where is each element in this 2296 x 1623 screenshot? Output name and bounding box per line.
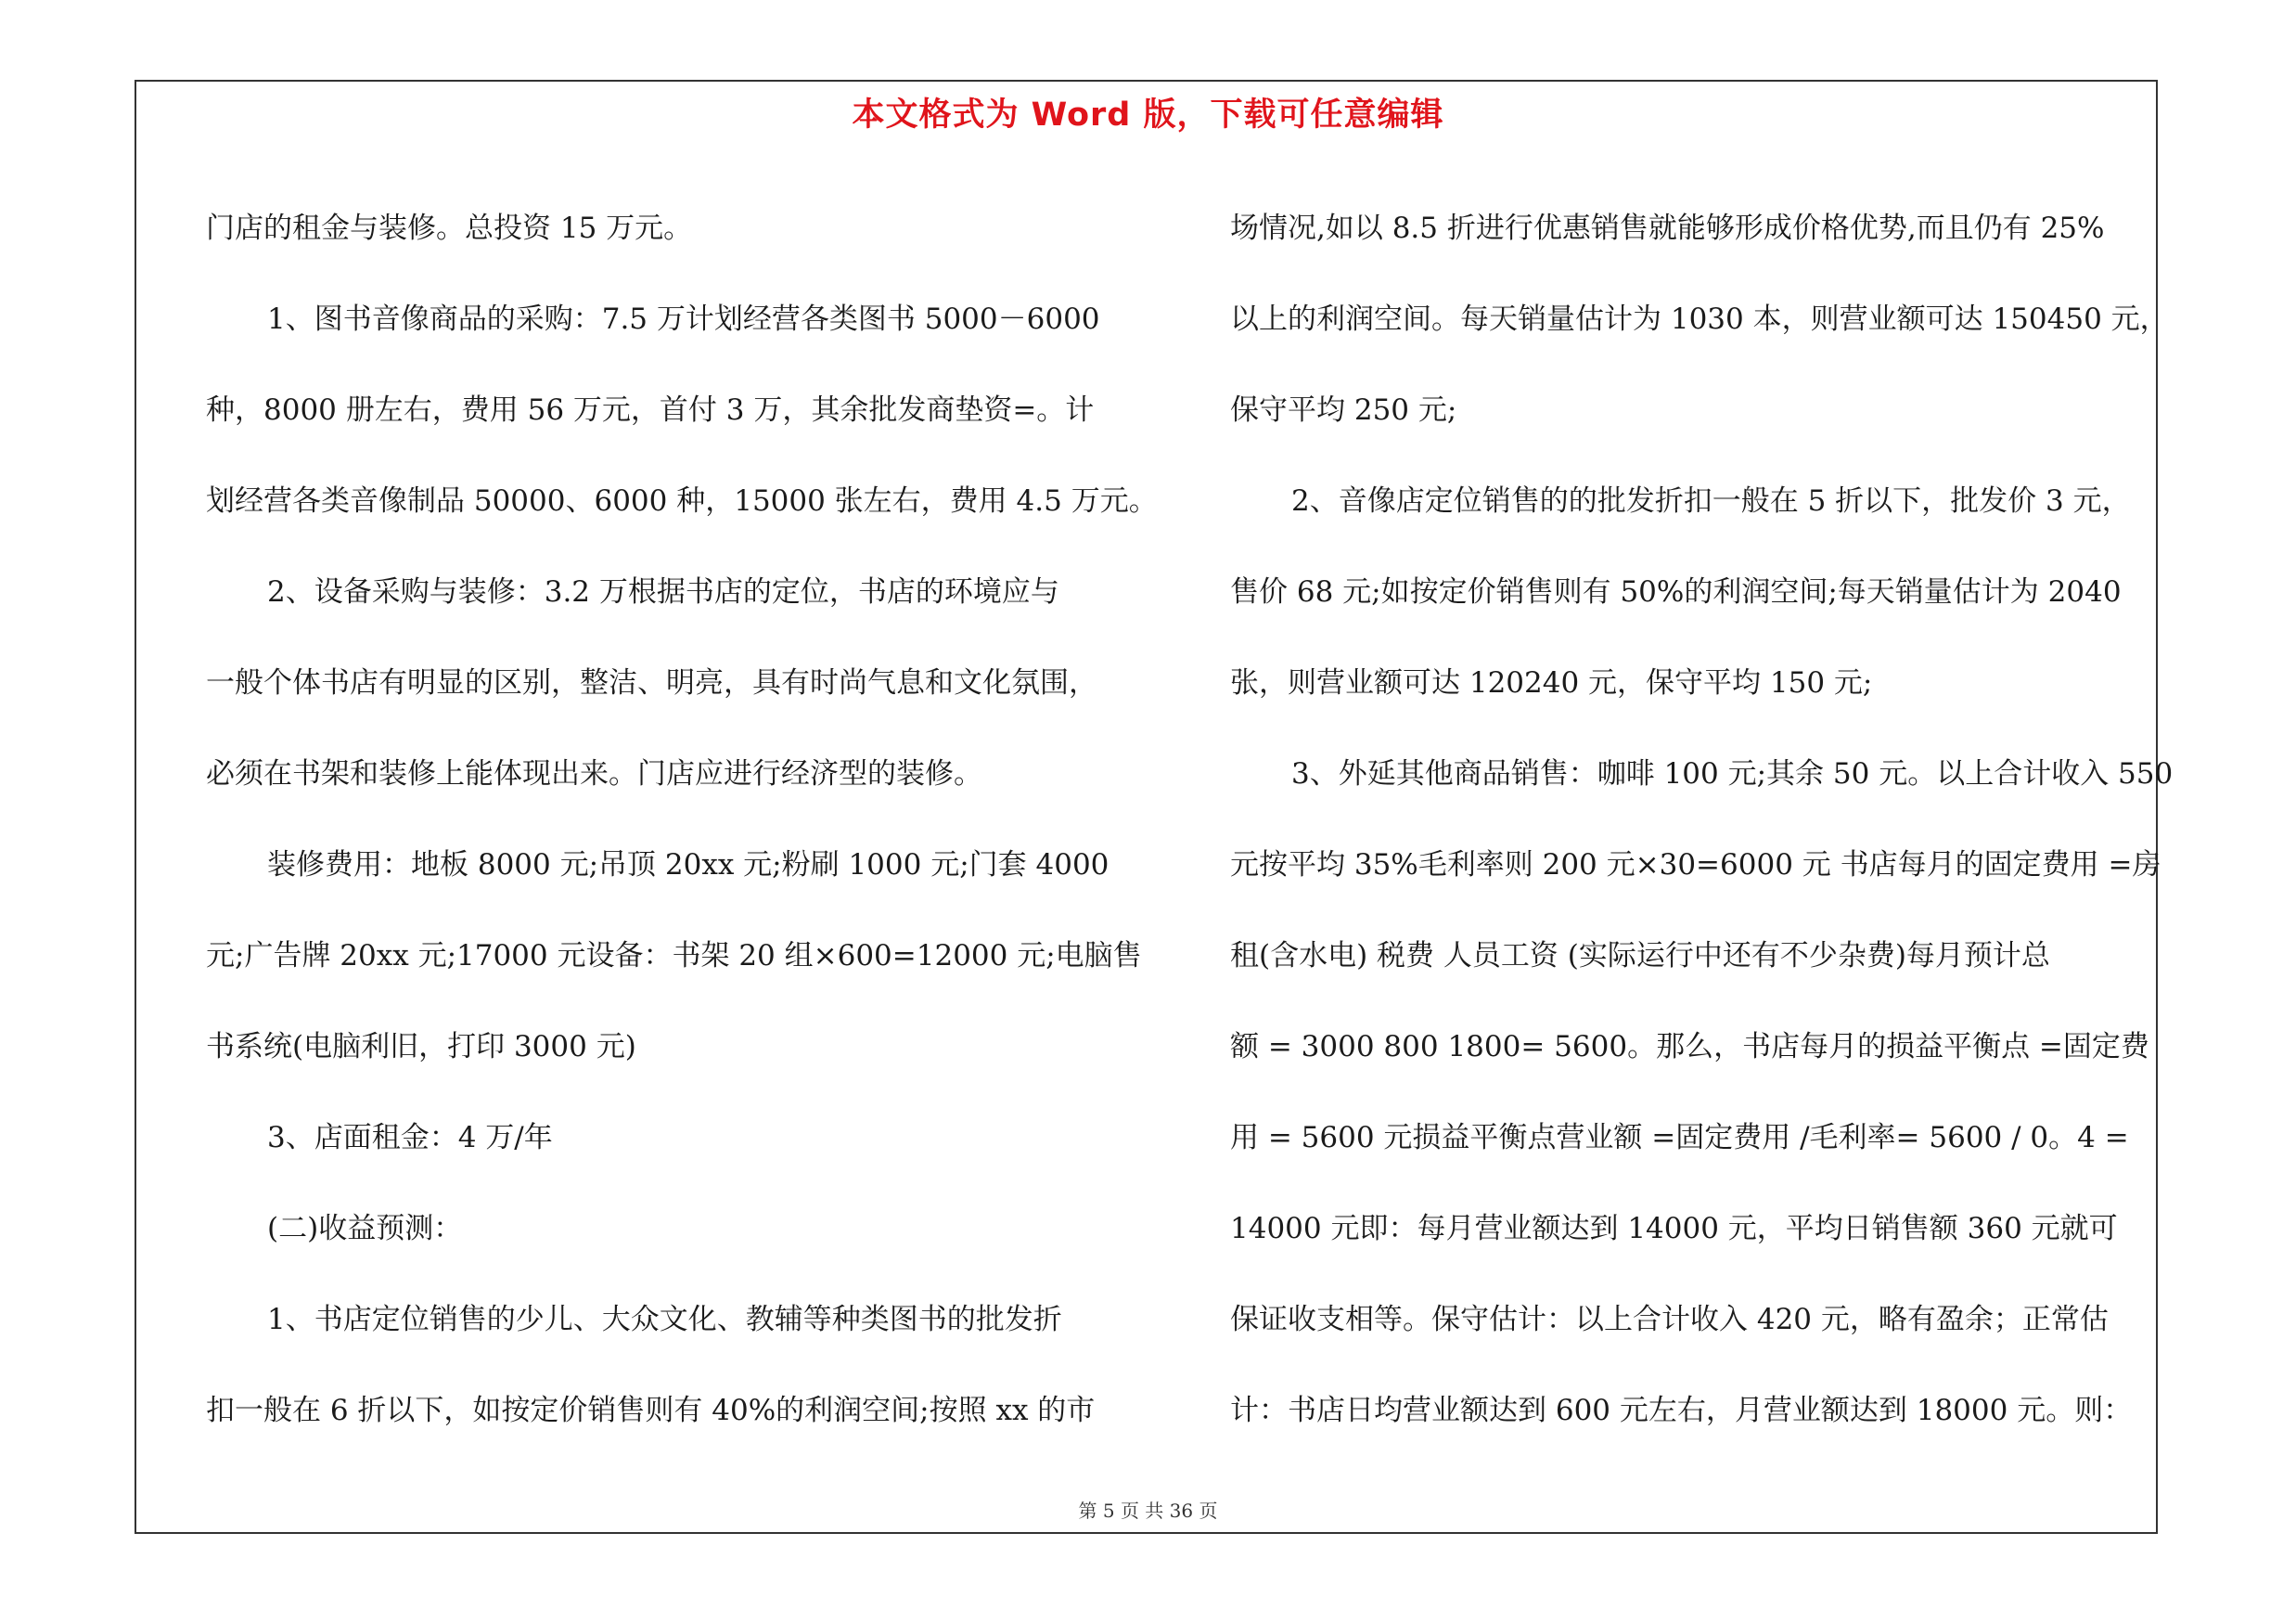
right-column [1230,183,2174,1456]
page-number: 第 5 页 共 36 页 [1078,1500,1218,1522]
paragraph-line: 装修费用：地板 8000 元;吊顶 20xx 元;粉刷 1000 元;门套 4000 [267,848,1110,882]
paragraph-line: 租(含水电) 税费 人员工资 (实际运行中还有不少杂费)每月预计总 [1230,939,2050,973]
paragraph-line: 1、书店定位销售的少儿、大众文化、教辅等种类图书的批发折 [267,1303,1062,1336]
paragraph-line: 以上的利润空间。每天销量估计为 1030 本，则营业额可达 150450 元， [1230,303,2169,336]
paragraph-line: 门店的租金与装修。总投资 15 万元。 [206,212,693,245]
paragraph-line: 计：书店日均营业额达到 600 元左右，月营业额达到 18000 元。则： [1230,1394,2133,1427]
paragraph-line: 必须在书架和装修上能体现出来。门店应进行经济型的装修。 [206,757,982,791]
paragraph-line: 2、音像店定位销售的的批发折扣一般在 5 折以下，批发价 3 元， [1291,484,2131,518]
paragraph-line: 额 = 3000 800 1800= 5600。那么，书店每月的损益平衡点 =固定费 [1230,1030,2149,1063]
paragraph-line: 一般个体书店有明显的区别，整洁、明亮，具有时尚气息和文化氛围， [206,666,1097,700]
paragraph-line: 2、设备采购与装修：3.2 万根据书店的定位，书店的环境应与 [267,575,1059,609]
paragraph-line: 划经营各类音像制品 50000、6000 种，15000 张左右，费用 4.5 万元。 [206,484,1158,518]
paragraph-line: 场情况,如以 8.5 折进行优惠销售就能够形成价格优势,而且仍有 25% [1230,212,2105,245]
paragraph-line: 3、店面租金：4 万/年 [267,1121,553,1154]
section-heading: (二)收益预测： [267,1212,463,1245]
paragraph-line: 张，则营业额可达 120240 元，保守平均 150 元; [1230,666,1873,700]
paragraph-line: 元;广告牌 20xx 元;17000 元设备：书架 20 组×600=12000 元;电脑售 [206,939,1142,973]
left-column [206,183,1161,1456]
paragraph-line: 售价 68 元;如按定价销售则有 50%的利润空间;每天销量估计为 2040 [1230,575,2122,609]
paragraph-line: 种，8000 册左右，费用 56 万元，首付 3 万，其余批发商垫资=。计 [206,393,1095,427]
paragraph-line: 书系统(电脑利旧，打印 3000 元) [206,1030,636,1063]
paragraph-line: 扣一般在 6 折以下，如按定价销售则有 40%的利润空间;按照 xx 的市 [206,1394,1096,1427]
paragraph-line: 元按平均 35%毛利率则 200 元×30=6000 元 书店每月的固定费用 =房 [1230,848,2161,882]
paragraph-line: 14000 元即：每月营业额达到 14000 元，平均日销售额 360 元就可 [1230,1212,2118,1245]
paragraph-line: 保守平均 250 元; [1230,393,1457,427]
paragraph-line: 保证收支相等。保守估计：以上合计收入 420 元，略有盈余；正常估 [1230,1303,2109,1336]
format-banner: 本文格式为 Word 版，下载可任意编辑 [852,97,1444,134]
paragraph-line: 用 = 5600 元损益平衡点营业额 =固定费用 /毛利率= 5600 / 0。4 = [1230,1121,2129,1154]
paragraph-line: 1、图书音像商品的采购：7.5 万计划经营各类图书 5000－6000 [267,303,1100,336]
paragraph-line: 3、外延其他商品销售：咖啡 100 元;其余 50 元。以上合计收入 550 [1291,757,2174,791]
